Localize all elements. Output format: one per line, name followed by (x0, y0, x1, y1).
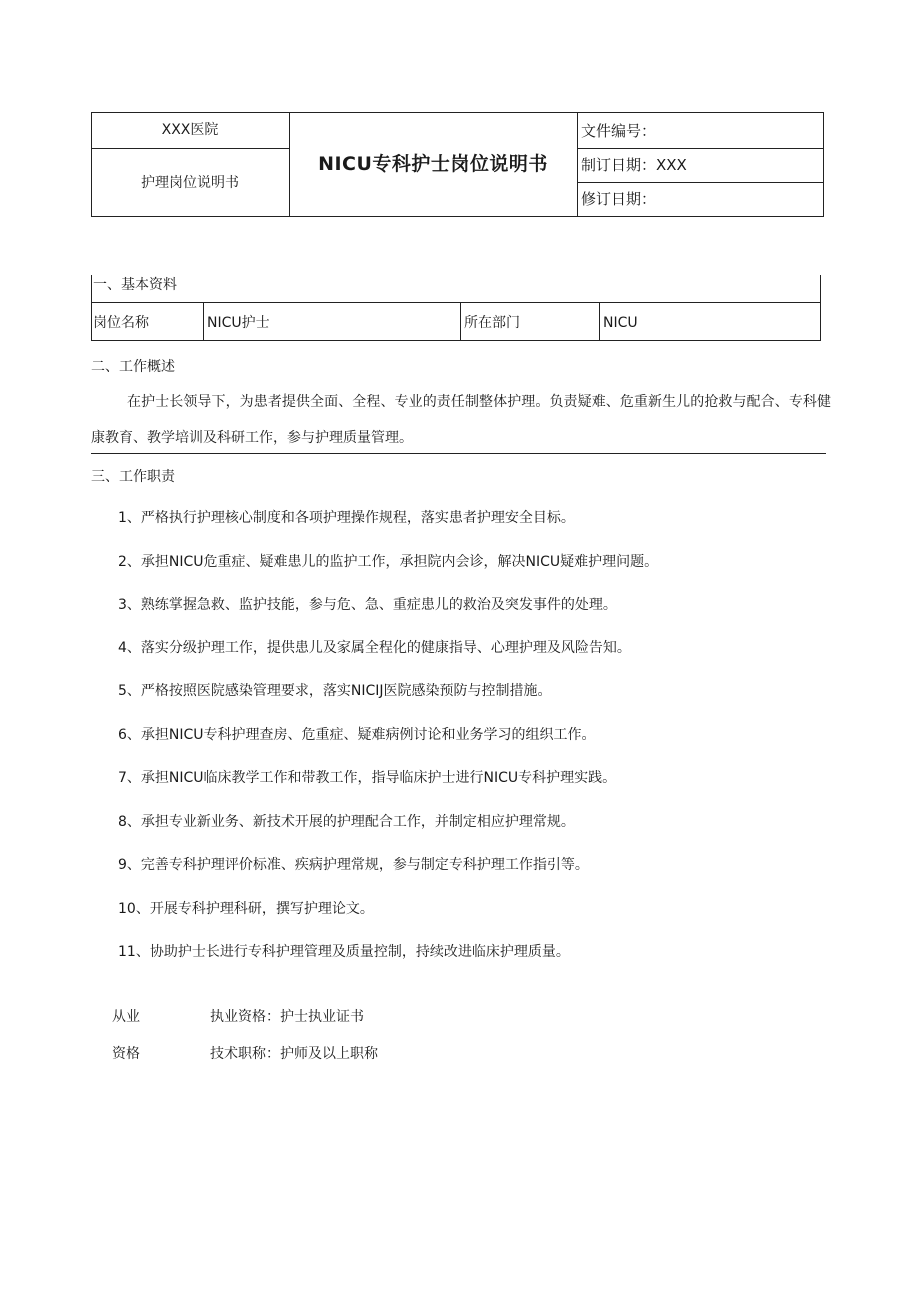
qualification-label-line1: 从业 (112, 1009, 140, 1025)
overview-text: 在护士长领导下，为患者提供全面、全程、专业的责任制整体护理。负责疑难、危重新生儿的抢救与配合、专科健康教育、教学培训及科研工作，参与护理质量管理。 (91, 394, 831, 446)
basic-border-left (91, 275, 92, 341)
duty-item: 3、熟练掌握急救、监护技能，参与危、急、重症患儿的救治及突发事件的处理。 (118, 597, 617, 613)
duty-item: 4、落实分级护理工作，提供患儿及家属全程化的健康指导、心理护理及风险告知。 (118, 640, 631, 656)
duty-item: 2、承担NICU危重症、疑难患儿的监护工作，承担院内会诊，解决NICU疑难护理问题。 (118, 554, 659, 570)
title-requirement: 技术职称：护师及以上职称 (210, 1046, 378, 1062)
duty-item: 8、承担专业新业务、新技术开展的护理配合工作，并制定相应护理常规。 (118, 814, 575, 830)
duty-item: 5、严格按照医院感染管理要求，落实NICIJ医院感染预防与控制措施。 (118, 683, 552, 699)
position-value: NICU护士 (207, 315, 270, 331)
department-value: NICU (603, 315, 638, 331)
basic-col-divider-3 (599, 302, 600, 340)
header-right-row-divider-1 (577, 148, 823, 149)
revised-date-label: 修订日期： (581, 190, 657, 208)
header-border-right (823, 112, 824, 217)
hospital-name: XXX医院 (161, 122, 219, 138)
qualification-label-line2: 资格 (112, 1046, 140, 1062)
position-label: 岗位名称 (93, 315, 149, 331)
basic-border-bottom (91, 340, 821, 341)
duty-item: 1、严格执行护理核心制度和各项护理操作规程，落实患者护理安全目标。 (118, 510, 575, 526)
duty-item: 10、开展专科护理科研，撰写护理论文。 (118, 901, 374, 917)
overview-divider (91, 453, 826, 454)
header-divider-2 (577, 112, 578, 217)
duty-item: 6、承担NICU专科护理查房、危重症、疑难病例讨论和业务学习的组织工作。 (118, 727, 596, 743)
header-right-row-divider-2 (577, 182, 823, 183)
overview-heading: 二、工作概述 (91, 359, 175, 375)
doc-type: 护理岗位说明书 (141, 175, 239, 191)
document-title: NICU专科护士岗位说明书 (318, 153, 548, 175)
basic-border-right (820, 275, 821, 341)
header-border-top (91, 112, 824, 113)
doc-number-label: 文件编号： (581, 122, 657, 140)
header-left-row-divider (91, 148, 289, 149)
duties-heading: 三、工作职责 (91, 469, 175, 485)
duty-item: 7、承担NICU临床教学工作和带教工作，指导临床护士进行NICU专科护理实践。 (118, 770, 617, 786)
basic-col-divider-1 (203, 302, 204, 340)
basic-info-heading: 一、基本资料 (93, 277, 177, 293)
created-date-label: 制订日期：XXX (581, 156, 687, 174)
license-requirement: 执业资格：护士执业证书 (210, 1009, 364, 1025)
basic-col-divider-2 (460, 302, 461, 340)
duty-item: 11、协助护士长进行专科护理管理及质量控制，持续改进临床护理质量。 (118, 944, 570, 960)
duty-item: 9、完善专科护理评价标准、疾病护理常规，参与制定专科护理工作指引等。 (118, 857, 589, 873)
basic-row-divider (91, 302, 821, 303)
department-label: 所在部门 (464, 315, 520, 331)
header-border-bottom (91, 216, 824, 217)
